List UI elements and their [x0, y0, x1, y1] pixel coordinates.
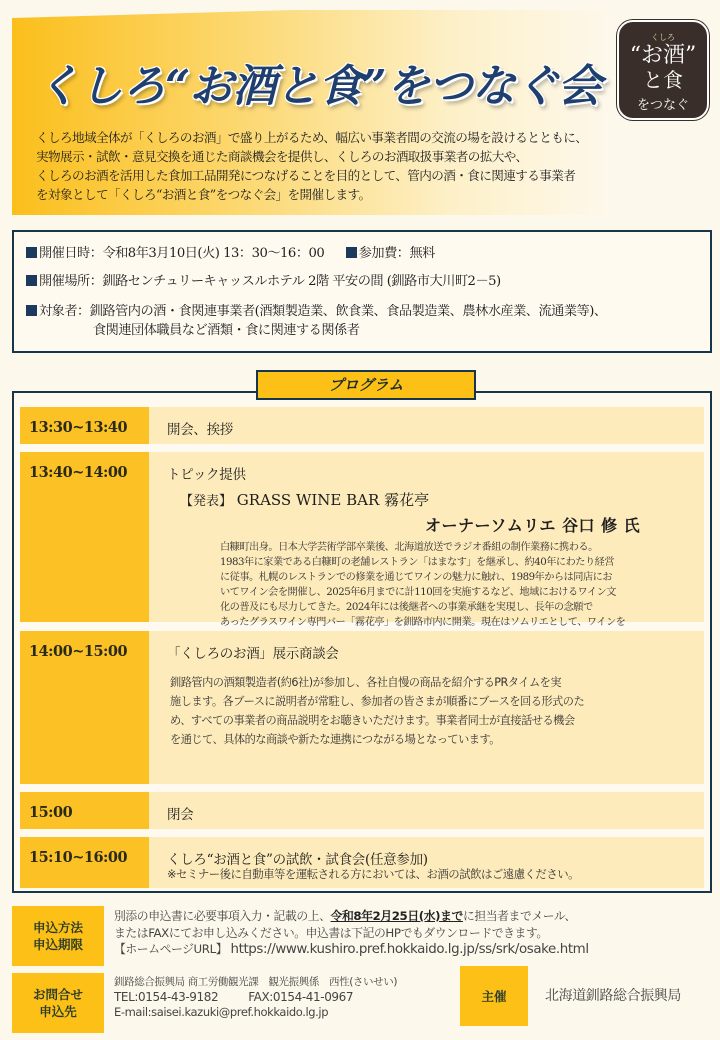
- text: 別添の申込書に必要事項入力・記載の上、: [114, 909, 331, 923]
- program-heading: プログラム: [256, 370, 476, 400]
- square-bullet-icon: [26, 305, 37, 316]
- url-label: 【ホームページURL】: [114, 942, 228, 956]
- intro-line: を対象として「くしろ“お酒と食”をつなぐ会」を開催します。: [36, 187, 371, 202]
- page-title: くしろ“お酒と食”をつなぐ会: [36, 61, 601, 112]
- program-time: 15:00: [20, 792, 149, 829]
- program-time: 13:40~14:00: [20, 452, 149, 622]
- program-note: ※セミナー後に自動車等を運転される方においては、お酒の試飲はご遠慮ください。: [167, 867, 579, 881]
- logo-mid2-text: と食: [643, 68, 683, 92]
- program-title: 開会、挨拶: [167, 422, 233, 438]
- program-title: トピック提供: [167, 467, 246, 483]
- logo-mid-text: “お酒”: [629, 43, 697, 68]
- desc-line: を通じて、具体的な商談や新たな連携につながる場となっています。: [170, 733, 500, 746]
- info-target-cont: 食関連団体職員など酒類・食に関連する関係者: [93, 323, 360, 338]
- email-link[interactable]: E-mail:saisei.kazuki@pref.hokkaido.lg.jp: [114, 1005, 329, 1019]
- square-bullet-icon: [346, 247, 357, 258]
- event-logo: [617, 20, 709, 120]
- text: に担当者までメール、: [462, 909, 576, 923]
- event-info-box: [12, 230, 712, 353]
- program-row: [20, 631, 704, 784]
- program-row: [20, 837, 704, 888]
- label-line: 申込期限: [32, 937, 83, 952]
- logo-bottom-text: をつなぐ: [636, 98, 689, 113]
- organizer-label: [460, 966, 528, 1026]
- info-venue: [26, 270, 501, 289]
- fee-label: 参加費：: [358, 246, 410, 261]
- speaker-name: オーナーソムリエ 谷口 修 氏: [425, 516, 641, 535]
- speaker-org: [180, 489, 429, 510]
- bio-line: いてワイン会を開催し、2025年6月までに計110回を実施するなど、地域におけるワイン文: [220, 587, 616, 598]
- contact-phone-line: [114, 990, 397, 1005]
- intro-line: 実物展示・試飲・意見交換を通じた商談機会を提供し、くしろのお酒取扱事業者の拡大や、: [36, 149, 528, 164]
- program-title: くしろ“お酒と食”の試飲・試食会(任意参加): [167, 852, 428, 868]
- application-line-3: [114, 941, 589, 959]
- intro-paragraph: [36, 128, 708, 204]
- program-title: 閉会: [167, 807, 194, 823]
- fee-value: 無料: [409, 246, 435, 261]
- square-bullet-icon: [26, 275, 37, 286]
- label-line: お問合せ: [32, 987, 83, 1002]
- application-line-2: またはFAXにてお申し込みください。申込書は下記のHPでもダウンロードできます。: [114, 925, 548, 940]
- venue-value: 釧路センチュリーキャッスルホテル 2階 平安の間 (釧路市大川町2－5): [102, 274, 501, 289]
- intro-line: くしろのお酒を活用した食加工品開発につなげることを目的として、管内の酒・食に関連する事業者: [36, 168, 576, 183]
- program-time: 13:30~13:40: [20, 407, 149, 444]
- datetime-label: 開催日時：: [39, 246, 103, 261]
- contact-text: [114, 975, 397, 1020]
- label-line: 主催: [481, 988, 507, 1004]
- program-time: 14:00~15:00: [20, 631, 149, 784]
- deadline-text: 令和8年2月25日(水)まで: [330, 909, 463, 923]
- target-value: 釧路管内の酒・食関連事業者(酒類製造業、飲食業、食品製造業、農林水産業、流通業等)、: [89, 304, 607, 319]
- venue-label: 開催場所：: [39, 274, 103, 289]
- label-line: 申込先: [39, 1004, 77, 1019]
- bio-line: 化の普及にも尽力してきた。2024年には後継者への事業承継を実現し、長年の念願で: [220, 602, 593, 613]
- application-line-1: [114, 908, 589, 925]
- desc-line: 施します。各ブースに説明者が常駐し、参加者の皆さまが順番にブースを回る形式のた: [170, 695, 585, 708]
- info-datetime: [26, 242, 435, 261]
- intro-line: くしろ地域全体が「くしろのお酒」で盛り上がるため、幅広い事業者間の交流の場を設けるとともに、: [36, 130, 588, 145]
- desc-line: め、すべての事業者の商品説明をお聴きいただけます。事業者同士が直接話せる機会: [170, 714, 575, 727]
- tel-text: TEL:0154-43-9182: [114, 990, 219, 1004]
- organizer-name: 北海道釧路総合振興局: [545, 988, 681, 1004]
- bio-line: 1983年に家業である白糠町の老舗レストラン「はまなす」を継承し、約40年にわたり経営: [220, 557, 615, 568]
- info-target: [26, 300, 607, 319]
- speaker-org-name: GRASS WINE BAR 霧花亭: [236, 491, 430, 509]
- program-row: [20, 407, 704, 444]
- speaker-bio: [220, 540, 700, 645]
- target-label: 対象者：: [39, 304, 90, 319]
- fax-text: FAX:0154-41-0967: [248, 990, 354, 1004]
- label-line: 申込方法: [32, 920, 83, 935]
- bio-line: に従事。札幌のレストランでの修業を通じてワインの魅力に触れ、1989年からは同店にお: [220, 572, 613, 583]
- square-bullet-icon: [26, 247, 37, 258]
- bio-line: 白糠町出身。日本大学芸術学部卒業後、北海道放送でラジオ番組の制作業務に携わる。: [220, 542, 598, 553]
- program-time: 15:10~16:00: [20, 837, 149, 888]
- logo-top-text: くしろ: [651, 33, 675, 42]
- program-description: [170, 673, 695, 749]
- application-label: [12, 906, 104, 966]
- bio-line: あったグラスワイン専門バー「霧花亭」を釧路市内に開業。現在はソムリエとして、ワインを: [220, 617, 626, 628]
- speaker-tag: 【発表】: [180, 494, 233, 509]
- datetime-value: 令和8年3月10日(火) 13：30～16：00: [102, 246, 325, 261]
- desc-line: 釧路管内の酒類製造者(約6社)が参加し、各社自慢の商品を紹介するPRタイムを実: [170, 676, 562, 689]
- application-text: [114, 908, 589, 959]
- contact-dept: 釧路総合振興局 商工労働観光課 観光振興係 西性(さいせい): [114, 976, 398, 988]
- contact-label: [12, 973, 104, 1033]
- program-row: [20, 452, 704, 628]
- program-title: 「くしろのお酒」展示商談会: [167, 646, 339, 662]
- program-row: [20, 792, 704, 829]
- homepage-url-link[interactable]: https://www.kushiro.pref.hokkaido.lg.jp/ss/srk/osake.html: [230, 942, 589, 957]
